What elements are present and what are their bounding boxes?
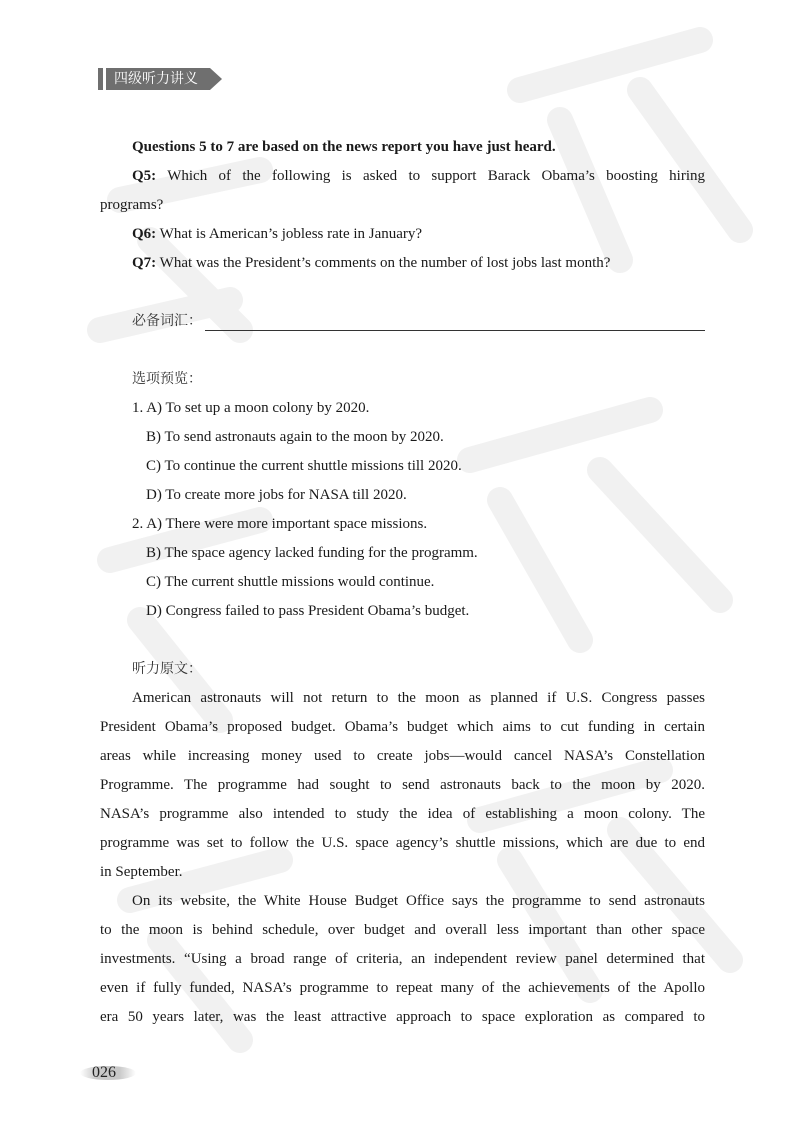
option-2d: D) Congress failed to pass President Obama’s budget. <box>146 603 470 619</box>
page-number-badge <box>80 1062 136 1084</box>
option-1b: B) To send astronauts again to the moon by 2020. <box>146 429 444 445</box>
transcript-p2-line: On its website, the White House Budget Office says the programme to send astronauts <box>132 893 705 909</box>
option-1a: A) To set up a moon colony by 2020. <box>146 400 370 416</box>
option-1d: D) To create more jobs for NASA till 2020. <box>146 487 407 503</box>
page-content <box>100 133 705 1032</box>
transcript-paragraph-2 <box>100 887 705 1032</box>
header-arrow-tip <box>210 68 222 90</box>
transcript-p1-line: President Obama’s proposed budget. Obama’s budget which aims to cut funding in certain <box>100 719 705 735</box>
option-group-1-a <box>100 394 705 423</box>
question-5-text: Which of the following is asked to support Barack Obama’s boosting hiring <box>167 168 705 184</box>
option-group-1-number: 1. <box>132 400 144 416</box>
vocabulary-row <box>100 307 705 336</box>
option-2b: B) The space agency lacked funding for the programm. <box>146 545 478 561</box>
section-header-tag <box>98 68 228 90</box>
transcript-p1-line: in September. <box>100 864 183 880</box>
options-preview-label: 选项预览： <box>132 371 202 387</box>
transcript-p2-line: to the moon is behind schedule, over budget and overall less important than other space <box>100 922 705 938</box>
question-5-line-2: programs? <box>100 197 164 213</box>
question-7-text: What was the President’s comments on the number of lost jobs last month? <box>159 255 611 271</box>
option-group-2-a <box>100 510 705 539</box>
question-6-text: What is American’s jobless rate in January? <box>159 226 423 242</box>
transcript-p2-line: investments. “Using a broad range of criteria, an independent review panel determined that <box>100 951 705 967</box>
page-number: 026 <box>92 1064 116 1081</box>
header-title: 四级听力讲义 <box>106 68 210 90</box>
transcript-p1-line: NASA’s programme also intended to study the idea of establishing a moon colony. The <box>100 806 705 822</box>
option-group-2-number: 2. <box>132 516 144 532</box>
header-accent-bar <box>98 68 103 90</box>
transcript-p1-line: American astronauts will not return to the moon as planned if U.S. Congress passes <box>132 690 705 706</box>
vocabulary-blank-line[interactable] <box>205 330 705 331</box>
transcript-label: 听力原文： <box>132 661 202 677</box>
option-1c: C) To continue the current shuttle missions till 2020. <box>146 458 462 474</box>
transcript-p2-line: era 50 years later, was the least attractive approach to space exploration as compared to <box>100 1009 705 1025</box>
transcript-paragraph-1 <box>100 684 705 887</box>
transcript-p1-line: areas while increasing money used to create jobs—would cancel NASA’s Constellation <box>100 748 705 764</box>
transcript-p1-line: Programme. The programme had sought to send astronauts back to the moon by 2020. <box>100 777 705 793</box>
question-7-number: Q7: <box>132 255 157 271</box>
question-5-number: Q5: <box>132 168 157 184</box>
question-6-number: Q6: <box>132 226 157 242</box>
question-6 <box>100 220 705 249</box>
question-5-line-1 <box>100 162 705 191</box>
transcript-p2-line: even if fully funded, NASA’s programme to repeat many of the achievements of the Apollo <box>100 980 705 996</box>
question-7 <box>100 249 705 278</box>
option-2c: C) The current shuttle missions would continue. <box>146 574 435 590</box>
questions-intro: Questions 5 to 7 are based on the news report you have just heard. <box>132 139 556 155</box>
transcript-p1-line: programme was set to follow the U.S. space agency’s shuttle missions, which are due to end <box>100 835 705 851</box>
vocabulary-label: 必备词汇： <box>132 313 202 329</box>
option-2a: A) There were more important space missions. <box>146 516 428 532</box>
